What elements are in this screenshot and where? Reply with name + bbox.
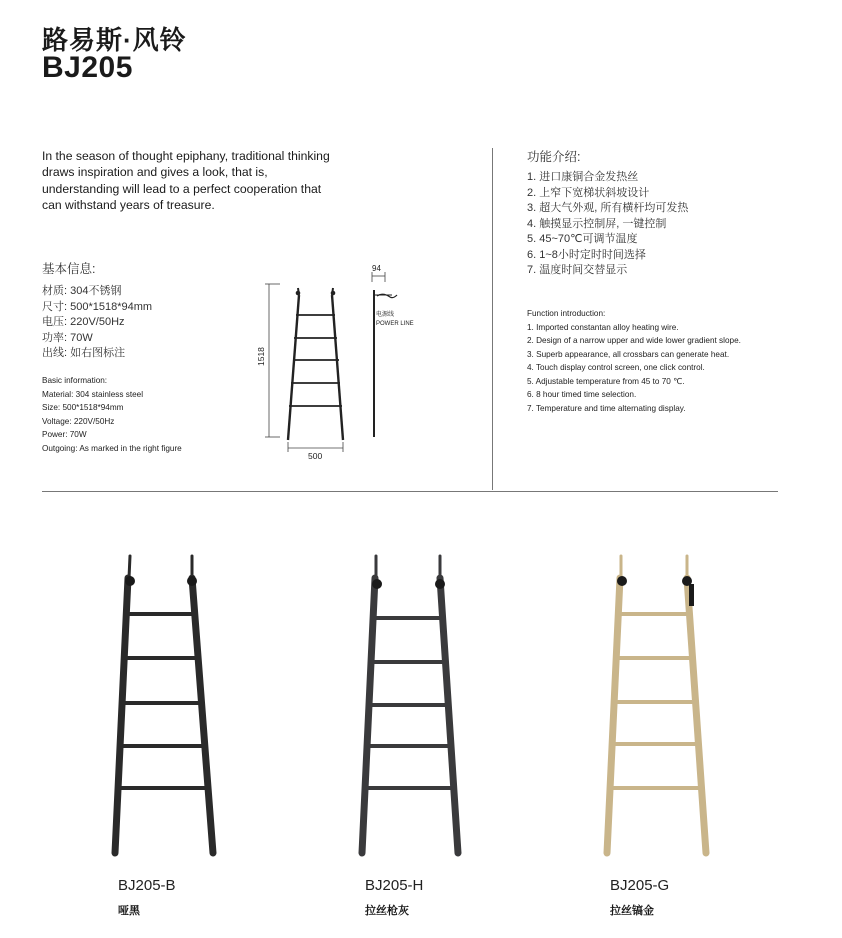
list-item: 出线: 如右图标注	[42, 347, 126, 359]
function-list-en	[527, 307, 741, 415]
model-number: BJ205	[42, 51, 133, 84]
list-item: Size: 500*1518*94mm	[42, 403, 124, 412]
depth-dimension-line	[372, 272, 385, 282]
list-item: 2. 上窄下宽梯状斜坡设计	[527, 186, 650, 199]
product-finish: 哑黑	[118, 905, 140, 917]
list-item: 1. 进口康铜合金发热丝	[527, 171, 639, 183]
page-title: 路易斯·风铃	[42, 25, 187, 55]
product-finish: 拉丝枪灰	[365, 905, 409, 917]
list-item: 6. 1~8小时定时时间选择	[527, 248, 646, 261]
list-item: 2. Design of a narrow upper and wide lower gradient slope.	[527, 336, 741, 345]
function-list-cn	[527, 170, 688, 279]
basic-info-heading-cn: 基本信息:	[42, 262, 96, 276]
column-divider	[492, 148, 493, 490]
list-item: 功率: 70W	[42, 331, 93, 344]
list-item: 1. Imported constantan alloy heating wire.	[527, 322, 679, 332]
basic-info-list-cn	[42, 284, 152, 362]
list-item: Material: 304 stainless steel	[42, 389, 144, 399]
product-image-gold	[590, 548, 720, 860]
product-model: BJ205-G	[610, 877, 670, 894]
width-label: 500	[308, 451, 323, 461]
list-item: 尺寸: 500*1518*94mm	[42, 300, 153, 313]
list-item: Outgoing: As marked in the right figure	[42, 443, 182, 453]
height-label: 1518	[256, 347, 266, 366]
power-line-label-cn: 电源线	[376, 312, 395, 318]
product-image-gunmetal	[345, 548, 475, 860]
list-item: 材质: 304不锈钢	[42, 285, 122, 297]
list-item: 7. Temperature and time alternating display.	[527, 403, 686, 413]
list-item: 电压: 220V/50Hz	[42, 316, 125, 328]
product-model: BJ205-H	[365, 877, 424, 894]
basic-info-heading-en: Basic information:	[42, 376, 108, 385]
list-item: 6. 8 hour timed time selection.	[527, 390, 637, 399]
function-heading-en: Function introduction:	[527, 309, 606, 318]
list-item: Voltage: 220V/50Hz	[42, 416, 115, 426]
list-item: 5. 45~70℃可调节温度	[527, 233, 638, 245]
list-item: Power: 70W	[42, 430, 87, 439]
function-heading-cn: 功能介绍:	[527, 150, 581, 164]
depth-label: 94	[372, 264, 381, 273]
list-item: 3. Superb appearance, all crossbars can generate heat.	[527, 349, 730, 359]
control-panel	[689, 584, 694, 606]
product-finish: 拉丝镐金	[610, 905, 654, 917]
power-line-label-en: POWER LINE	[376, 321, 414, 327]
ladder-front-view	[288, 288, 343, 440]
intro-text: In the season of thought epiphany, traditional thinking draws inspiration and gives a look, that is, understanding will lead to a perfect cooperation that can withstand years of treasure.	[42, 149, 330, 213]
basic-info-list-en	[42, 374, 182, 455]
height-dimension-line	[265, 284, 280, 437]
list-item: 4. Touch display control screen, one click control.	[527, 363, 705, 372]
list-item: 3. 超大气外观, 所有横杆均可发热	[527, 202, 689, 214]
section-divider	[42, 491, 778, 492]
list-item: 5. Adjustable temperature from 45 to 70 ℃.	[527, 376, 685, 386]
list-item: 4. 触摸显示控制屏, 一键控制	[527, 217, 667, 230]
product-image-black	[100, 548, 230, 860]
list-item: 7. 温度时间交替显示	[527, 264, 628, 276]
product-model: BJ205-B	[118, 877, 176, 894]
dimension-diagram	[250, 262, 420, 467]
